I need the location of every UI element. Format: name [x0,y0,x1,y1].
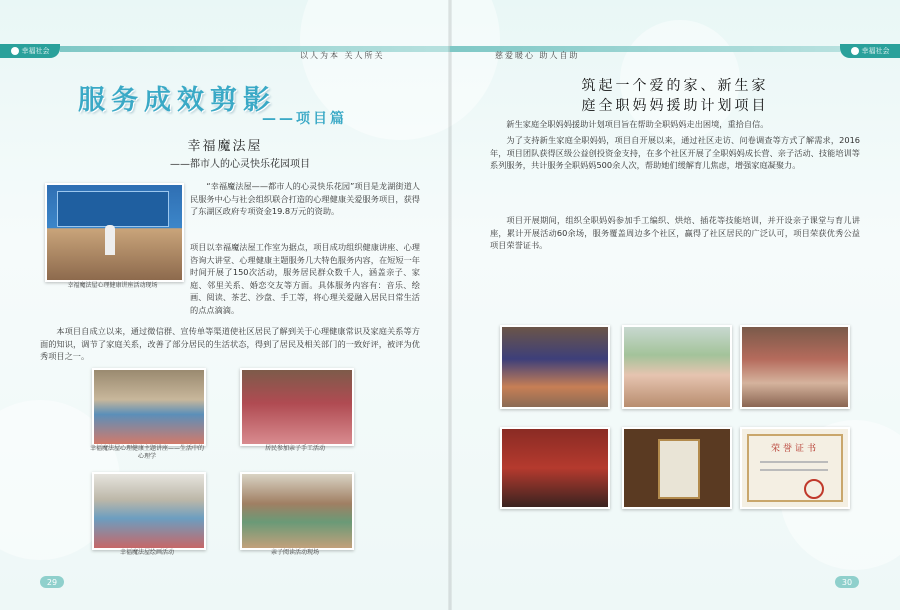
header-tab [840,44,900,58]
header-tab-label: 幸福社会 [21,47,50,55]
photo-event [92,368,206,446]
photo-caption: 亲子阅读活动现场 [270,549,319,556]
page-number: 29 [40,576,64,588]
photo-event [500,427,610,509]
photo-event [240,472,354,550]
certificate-line [760,469,828,471]
plaque-shape [658,439,700,499]
photo-event [622,325,732,409]
header-slogan: 以人为本 关人所关 [300,51,385,60]
project-name: 幸福魔法屋 [187,139,263,154]
photo-plaque [622,427,732,509]
logo-icon [11,47,19,55]
photo-event [240,368,354,446]
certificate-line [760,461,828,463]
page-title: 服务成效剪影 [78,85,276,116]
page-number: 30 [835,576,859,588]
page-subtitle: ——项目篇 [262,111,347,127]
banner-shape [57,191,169,227]
certificate-title: 荣誉证书 [770,444,819,454]
right-page [450,0,900,610]
paragraph: “幸福魔法屋——都市人的心灵快乐花园”项目是龙湖街道人民服务中心与社会组织联合打造的心理健康关爱服务项目，获得了东湖区政府专项资金19.8万元的资助。 [190,181,420,217]
project-title: 庭全职妈妈援助计划项目 [581,98,769,114]
photo-caption: 幸福魔法屋心理健康讲座活动现场 [67,282,158,289]
logo-icon [851,47,859,55]
header-tab [0,44,60,58]
paragraph: 项目以幸福魔法屋工作室为据点，项目成功组织健康讲座、心理咨询大讲堂、心理健康主题服务几大特色服务内容，在短短一年时间开展了150次活动，服务居民群众数千人，涵盖亲子、家庭、邻里关系、婚恋交友等方面。具体服务内容有：音乐、绘画、阅读、茶艺、沙盘、手工等，将心理关爱融入居民日常生活的点点滴滴。 [190,242,420,315]
paragraph: 项目开展期间，组织全职妈妈参加手工编织、烘焙、插花等技能培训，并开设亲子课堂与育儿讲座，累计开展活动60余场，服务覆盖周边多个社区，赢得了社区居民的广泛认可，项目荣获优秀公益项目荣誉证书。 [490,215,860,251]
photo-event [92,472,206,550]
photo-caption: 幸福魔法屋绘画活动 [119,549,174,556]
photo-event [500,325,610,409]
header-slogan: 慈爱暖心 助人自助 [495,51,580,60]
paragraph: 为了支持新生家庭全职妈妈，项目自开展以来，通过社区走访、问卷调查等方式了解需求，2016年，项目团队获得区级公益创投资金支持，在多个社区开展了全职妈妈成长营、亲子活动、技能培训等系列服务，共计服务全职妈妈500余人次，帮助她们缓解育儿焦虑，增强家庭凝聚力。 [490,135,860,171]
header-strip [60,46,450,52]
photo-event [740,325,850,409]
header-tab-label: 幸福社会 [861,47,890,55]
project-title: 筑起一个爱的家、新生家 [581,78,769,94]
photo-certificate [740,427,850,509]
paragraph: 新生家庭全职妈妈援助计划项目旨在帮助全职妈妈走出困境，重拾自信。 [506,119,769,129]
photo-caption: 幸福魔法屋心理健康主题讲座——生活中的心理学 [89,445,204,460]
photo-caption: 居民参加亲子手工活动 [264,445,325,452]
seal-icon [804,479,824,499]
paragraph: 本项目自成立以来，通过微信群、宣传单等渠道使社区居民了解到关于心理健康常识及家庭关系等方面的知识，调节了家庭关系，改善了部分居民的生活状态，得到了居民及相关部门的一致好评，被评为优秀项目之一。 [40,326,420,362]
project-desc: ——都市人的心灵快乐花园项目 [170,159,310,170]
